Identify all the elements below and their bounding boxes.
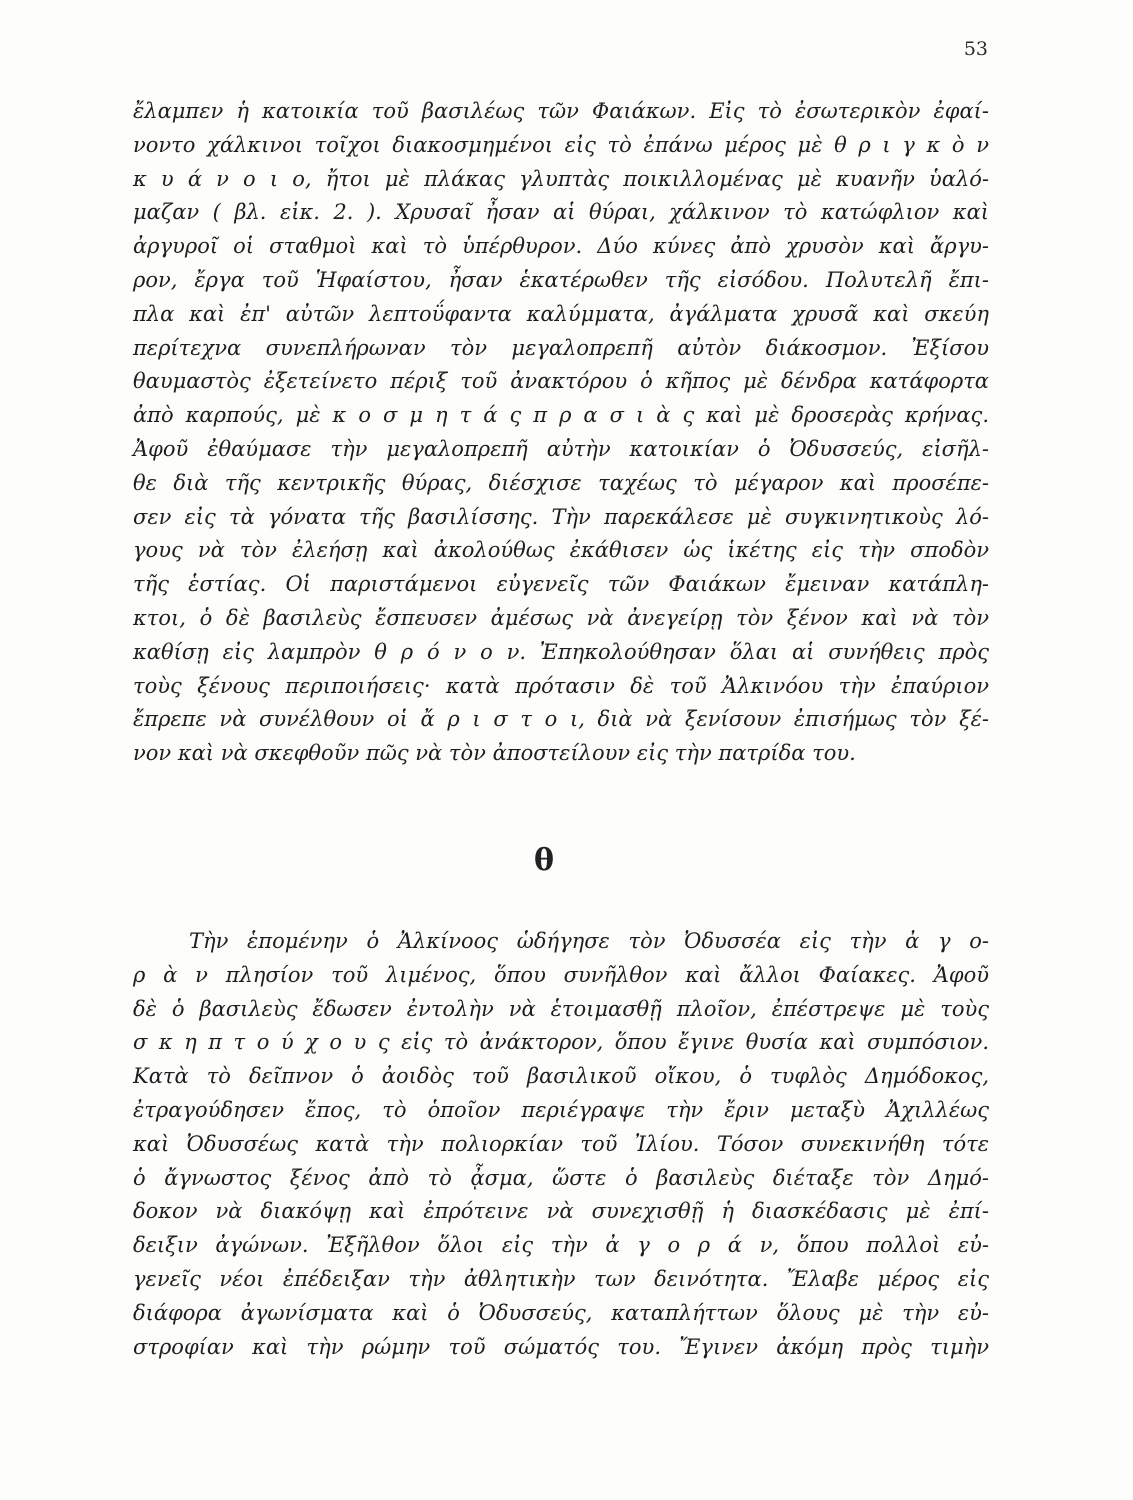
text-line: τῆς ἑστίας. Οἱ παριστάμενοι εὐγενεῖς τῶν Φαιάκων ἔμειναν κατάπλη- bbox=[133, 572, 989, 597]
text-line: ἔλαμπεν ἡ κατοικία τοῦ βασιλέως τῶν Φαιάκων. Εἰς τὸ ἐσωτερικὸν ἐφαί- bbox=[133, 99, 989, 123]
text-line: ἀργυροῖ οἱ σταθμοὶ καὶ τὸ ὑπέρθυρον. Δύο κύνες ἀπὸ χρυσὸν καὶ ἄργυ- bbox=[133, 234, 989, 259]
text-line: μαζαν ( βλ. εἰκ. 2. ). Χρυσαῖ ἦσαν αἱ θύραι, χάλκινον τὸ κατώφλιον καὶ bbox=[133, 200, 989, 225]
text-line: δειξιν ἀγώνων. Ἐξῆλθον ὅλοι εἰς τὴν ἀ γ ο ρ ά ν, ὅπου πολλοὶ εὐ- bbox=[133, 1233, 989, 1258]
page-number: 53 bbox=[963, 38, 988, 60]
text-line: γους νὰ τὸν ἐλεήσῃ καὶ ἀκολούθως ἐκάθισεν ὡς ἱκέτης εἰς τὴν σποδὸν bbox=[133, 538, 989, 563]
text-line: Τὴν ἑπομένην ὁ Ἀλκίνοος ὡδήγησε τὸν Ὀδυσσέα εἰς τὴν ἀ γ ο- bbox=[189, 929, 989, 953]
text-line: γενεῖς νέοι ἐπέδειξαν τὴν ἀθλητικὴν των δεινότητα. Ἔλαβε μέρος εἰς bbox=[133, 1266, 989, 1291]
text-line: σ κ η π τ ο ύ χ ο υ ς εἰς τὸ ἀνάκτορον, ὅπου ἔγινε θυσία καὶ συμπόσιον. bbox=[133, 1030, 989, 1055]
text-line: καθίσῃ εἰς λαμπρὸν θ ρ ό ν ο ν. Ἐπηκολούθησαν ὅλαι αἱ συνήθεις πρὸς bbox=[133, 639, 989, 664]
text-line: κ υ ά ν ο ι ο, ἤτοι μὲ πλάκας γλυπτὰς ποικιλλομένας μὲ κυανῆν ὑαλό- bbox=[133, 166, 989, 191]
text-line: ρ ὰ ν πλησίον τοῦ λιμένος, ὅπου συνῆλθον καὶ ἄλλοι Φαίακες. Ἀφοῦ bbox=[133, 962, 989, 987]
text-line: Κατὰ τὸ δεῖπνον ὁ ἀοιδὸς τοῦ βασιλικοῦ οἴκου, ὁ τυφλὸς Δημόδοκος, bbox=[133, 1064, 989, 1089]
text-line: κτοι, ὁ δὲ βασιλεὺς ἔσπευσεν ἀμέσως νὰ ἀνεγείρῃ τὸν ξένον καὶ νὰ τὸν bbox=[133, 605, 989, 630]
paragraph-2 bbox=[133, 925, 989, 1364]
text-line: δοκον νὰ διακόψῃ καὶ ἐπρότεινε νὰ συνεχισθῇ ἡ διασκέδασις μὲ ἐπί- bbox=[133, 1199, 989, 1224]
text-line: δὲ ὁ βασιλεὺς ἔδωσεν ἐντολὴν νὰ ἑτοιμασθῇ πλοῖον, ἐπέστρεψε μὲ τοὺς bbox=[133, 996, 989, 1021]
text-line: νον καὶ νὰ σκεφθοῦν πῶς νὰ τὸν ἀποστείλουν εἰς τὴν πατρίδα του. bbox=[133, 741, 856, 766]
text-line: σεν εἰς τὰ γόνατα τῆς βασιλίσσης. Τὴν παρεκάλεσε μὲ συγκινητικοὺς λό- bbox=[133, 504, 989, 529]
text-line: ὁ ἄγνωστος ξένος ἀπὸ τὸ ᾆσμα, ὥστε ὁ βασιλεὺς διέταξε τὸν Δημό- bbox=[133, 1165, 989, 1190]
text-line: περίτεχνα συνεπλήρωναν τὸν μεγαλοπρεπῆ αὐτὸν διάκοσμον. Ἐξίσου bbox=[133, 335, 989, 360]
paragraph-1 bbox=[133, 95, 989, 771]
text-line: πλα καὶ ἐπ' αὐτῶν λεπτοΰφαντα καλύμματα, ἀγάλματα χρυσᾶ καὶ σκεύη bbox=[133, 301, 989, 326]
text-line: ρον, ἔργα τοῦ Ἡφαίστου, ἦσαν ἑκατέρωθεν τῆς εἰσόδου. Πολυτελῆ ἔπι- bbox=[133, 267, 989, 292]
text-line: νοντο χάλκινοι τοῖχοι διακοσμημένοι εἰς τὸ ἐπάνω μέρος μὲ θ ρ ι γ κ ὸ ν bbox=[133, 132, 989, 157]
text-line: καὶ Ὀδυσσέως κατὰ τὴν πολιορκίαν τοῦ Ἰλίου. Τόσον συνεκινήθη τότε bbox=[133, 1131, 989, 1156]
section-mark: θ bbox=[533, 843, 554, 878]
text-line: θαυμαστὸς ἐξετείνετο πέριξ τοῦ ἀνακτόρου ὁ κῆπος μὲ δένδρα κατάφορτα bbox=[133, 369, 989, 394]
text-line: τοὺς ξένους περιποιήσεις· κατὰ πρότασιν δὲ τοῦ Ἀλκινόου τὴν ἐπαύριον bbox=[133, 673, 989, 698]
text-line: ἔπρεπε νὰ συνέλθουν οἱ ἄ ρ ι σ τ ο ι, διὰ νὰ ξενίσουν ἐπισήμως τὸν ξέ- bbox=[133, 707, 989, 732]
text-line: ἐτραγούδησεν ἔπος, τὸ ὁποῖον περιέγραψε τὴν ἔριν μεταξὺ Ἀχιλλέως bbox=[133, 1097, 989, 1122]
text-line: διάφορα ἀγωνίσματα καὶ ὁ Ὀδυσσεύς, καταπλήττων ὅλους μὲ τὴν εὐ- bbox=[133, 1300, 989, 1325]
text-line: θε διὰ τῆς κεντρικῆς θύρας, διέσχισε ταχέως τὸ μέγαρον καὶ προσέπε- bbox=[133, 470, 989, 495]
text-line: στροφίαν καὶ τὴν ρώμην τοῦ σώματός του. Ἔγινεν ἀκόμη πρὸς τιμὴν bbox=[133, 1334, 989, 1359]
text-line: Ἀφοῦ ἐθαύμασε τὴν μεγαλοπρεπῆ αὐτὴν κατοικίαν ὁ Ὀδυσσεύς, εἰσῆλ- bbox=[133, 436, 989, 461]
text-line: ἀπὸ καρπούς, μὲ κ ο σ μ η τ ά ς π ρ α σ ι ὰ ς καὶ μὲ δροσερὰς κρήνας. bbox=[133, 403, 989, 428]
